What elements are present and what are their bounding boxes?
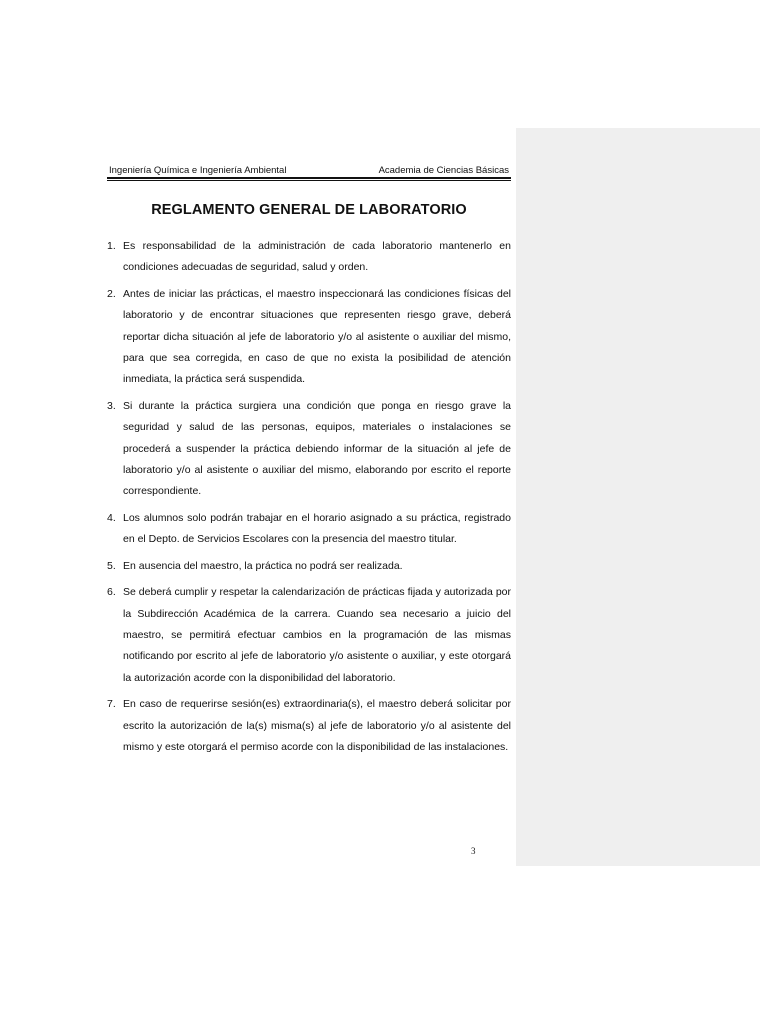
list-item <box>107 236 511 279</box>
item-text: Se deberá cumplir y respetar la calendarización de prácticas fijada y autorizada por la Subdirección Académica de la carrera. Cuando sea necesario a juicio del maestro, se permitirá efectuar cambios en la programación de las mismas notificando por escrito al jefe de laboratorio y/o asistente o auxiliar, y este otorgará la autorización acorde con la disponibilidad del laboratorio. <box>123 586 511 684</box>
item-text: Es responsabilidad de la administración de cada laboratorio mantenerlo en condiciones adecuadas de seguridad, salud y orden. <box>123 240 511 274</box>
header-right: Academia de Ciencias Básicas <box>378 165 509 176</box>
list-item <box>107 582 511 689</box>
page-header <box>107 160 511 176</box>
document-title: REGLAMENTO GENERAL DE LABORATORIO <box>151 202 467 218</box>
comment-pane <box>516 128 760 866</box>
list-item <box>107 284 511 391</box>
item-text: En caso de requerirse sesión(es) extraordinaria(s), el maestro deberá solicitar por escrito la autorización de la(s) misma(s) al jefe de laboratorio y/o al asistente del mismo y este otorgará el permiso acorde con la disponibilidad de las instalaciones. <box>123 698 511 753</box>
header-left: Ingeniería Química e Ingeniería Ambiental <box>109 165 287 176</box>
item-text: Si durante la práctica surgiera una condición que ponga en riesgo grave la seguridad y salud de las personas, equipos, materiales o instalaciones se procederá a suspender la práctica debiendo informar de la situación al jefe de laboratorio y/o al asistente o auxiliar del mismo, elaborando por escrito el reporte correspondiente. <box>123 399 511 498</box>
page-number: 3 <box>471 846 476 856</box>
list-item <box>107 694 511 758</box>
rules-list <box>107 236 511 758</box>
item-number: 5. <box>107 559 116 572</box>
item-text: Los alumnos solo podrán trabajar en el horario asignado a su práctica, registrado en el Depto. de Servicios Escolares con la presencia del maestro titular. <box>123 511 511 546</box>
list-item <box>107 508 511 551</box>
item-number: 4. <box>107 511 116 524</box>
list-item <box>107 396 511 503</box>
document-page <box>107 160 511 763</box>
item-number: 7. <box>107 698 116 711</box>
item-number: 1. <box>107 240 116 252</box>
list-item <box>107 556 511 577</box>
item-number: 6. <box>107 586 116 599</box>
item-text: Antes de iniciar las prácticas, el maestro inspeccionará las condiciones físicas del laboratorio y de encontrar situaciones que representen riesgo grave, deberá reportar dicha situación al jefe de laboratorio y/o al asistente o auxiliar del mismo, para que sea corregida, en caso de que no exista la posibilidad de atención inmediata, la práctica será suspendida. <box>123 287 511 386</box>
item-text: En ausencia del maestro, la práctica no podrá ser realizada. <box>123 559 403 572</box>
header-rule-thick <box>107 177 511 179</box>
header-rule-thin <box>107 180 511 181</box>
item-number: 3. <box>107 399 116 412</box>
item-number: 2. <box>107 287 116 300</box>
